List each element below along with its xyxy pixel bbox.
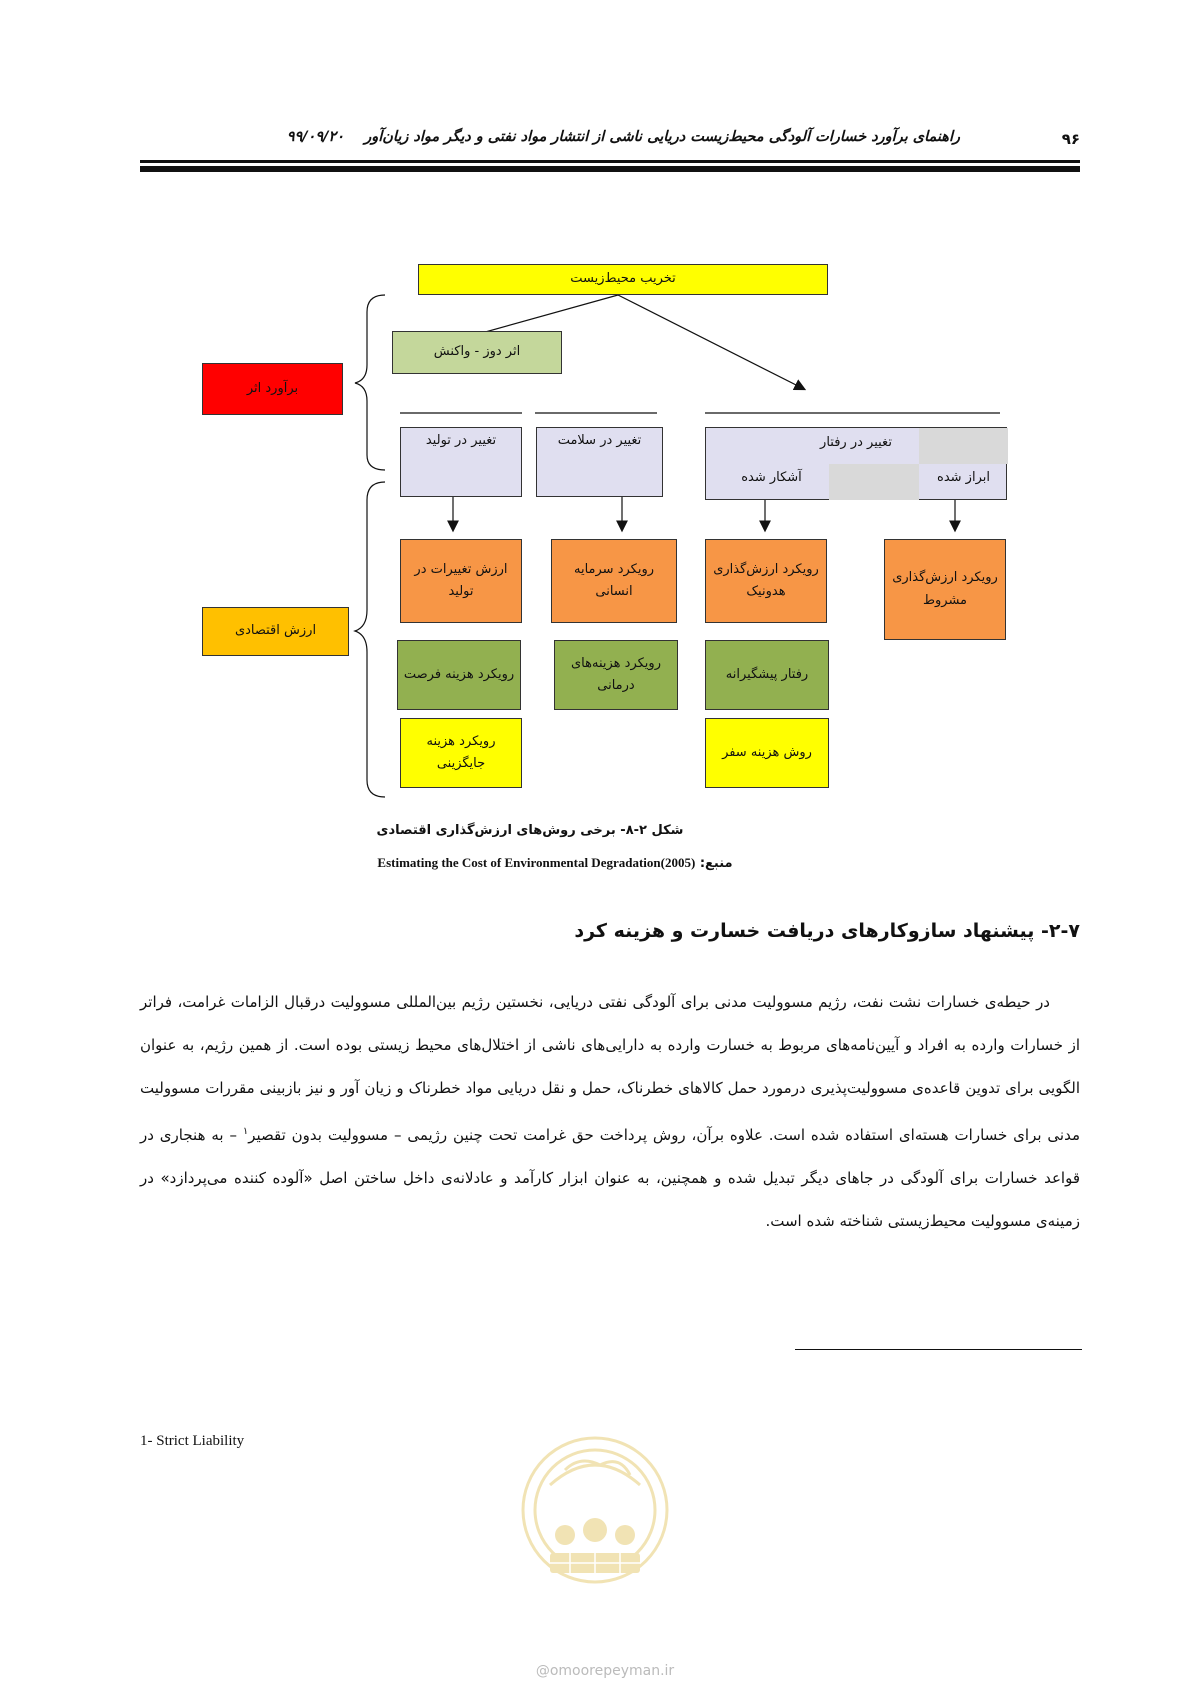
box-change-health: تغییر در سلامت xyxy=(536,427,663,497)
paragraph-part: در حیطه‌ی خسارات نشت نفت، رژیم مسوولیت مدنی برای آلودگی نفتی دریایی، نخستین رژیم بین‌المللی مسوولیت درقبال الزامات غرامت، فراتر از خسارات وارده به افراد و آیین‌نامه‌های مربوط به خسارت وارده به دارایی‌های ناشی از اختلال‌های محیط زیستی بوده است. از همین رژیم، به عنوان الگویی برای تدوین قاعده‌ی مسوولیت‌پذیری درمورد حمل کالاهای خطرناک، حمل و نقل دریایی مواد خطرناک و زیان آور و نیز بازبینی مقررات مسوولیت مدنی برای خسارات هسته‌ای استفاده شده است. علاوه برآن، روش پرداخت حق غرامت تحت چنین رژیمی – مسوولیت بدون تقصیر xyxy=(140,993,1081,1144)
box-hedonic: رویکرد ارزش‌گذاری هدونیک xyxy=(705,539,827,623)
label-revealed: آشکار شده xyxy=(741,470,802,485)
seal-icon xyxy=(510,1425,680,1615)
watermark-logo xyxy=(510,1425,680,1615)
section-heading: ۲-۷- پیشنهاد سازوکارهای دریافت خسارت و هزینه کرد xyxy=(574,920,1080,942)
valuation-diagram xyxy=(0,0,1190,820)
header-date: ۹۹/۰۹/۲۰ xyxy=(286,129,345,145)
label-change-behavior: تغییر در رفتار xyxy=(820,435,892,450)
box-replacement-cost: رویکرد هزینه جایگزینی xyxy=(400,718,522,788)
body-text xyxy=(140,981,1080,1243)
source-citation: Estimating the Cost of Environmental Degradation(2005) xyxy=(377,855,696,870)
figure-caption: شکل ۲-۸- برخی روش‌های ارزش‌گذاری اقتصادی xyxy=(376,823,684,838)
box-human-capital: رویکرد سرمایه انسانی xyxy=(551,539,677,623)
source-label: منبع: xyxy=(699,856,733,871)
box-production-value: ارزش تغییرات در تولید xyxy=(400,539,522,623)
brace-economic xyxy=(355,482,385,797)
page-number: ۹۶ xyxy=(1061,130,1080,148)
box-medical-cost: رویکرد هزینه‌های درمانی xyxy=(554,640,678,710)
figure-source xyxy=(260,855,850,871)
footnote-rule xyxy=(795,1349,1082,1350)
watermark-url: @omoorepeyman.ir xyxy=(535,1663,675,1679)
header-title-text: راهنمای برآورد خسارات آلودگی محیط‌زیست دریایی ناشی از انتشار مواد نفتی و دیگر مواد زیان‌آور xyxy=(364,129,960,145)
body-paragraph xyxy=(140,981,1080,1243)
box-travel-cost: روش هزینه سفر xyxy=(705,718,829,788)
box-change-production: تغییر در تولید xyxy=(400,427,522,497)
brace-impact xyxy=(355,295,385,470)
footnote-marker[interactable]: ۱ xyxy=(242,1126,249,1137)
footnote: 1- Strict Liability xyxy=(140,1433,245,1449)
box-contingent: رویکرد ارزش‌گذاری مشروط xyxy=(884,539,1006,640)
label-stated: ابراز شده xyxy=(937,470,990,485)
box-env-degradation: تخریب محیط‌زیست xyxy=(418,264,828,295)
box-change-behavior xyxy=(705,427,1007,500)
box-dose-response: اثر دوز - واکنش xyxy=(392,331,562,374)
gray-cell xyxy=(829,464,919,500)
box-opportunity-cost: رویکرد هزینه فرصت xyxy=(397,640,521,710)
box-preventive: رفتار پیشگیرانه xyxy=(705,640,829,710)
box-economic-value: ارزش اقتصادی xyxy=(202,607,349,656)
paragraph-part: – به هنجاری در قواعد خسارات برای آلودگی در جاهای دیگر تبدیل شده و همچنین، به عنوان ابزار کارآمد و عادلانه‌ی داخل ساختن اصل «آلوده کننده می‌پردازد» در زمینه‌ی مسوولیت محیط‌زیستی شناخته شده است. xyxy=(140,1126,1080,1230)
connector-arrow xyxy=(618,295,804,389)
box-impact-estimate: برآورد اثر xyxy=(202,363,343,415)
